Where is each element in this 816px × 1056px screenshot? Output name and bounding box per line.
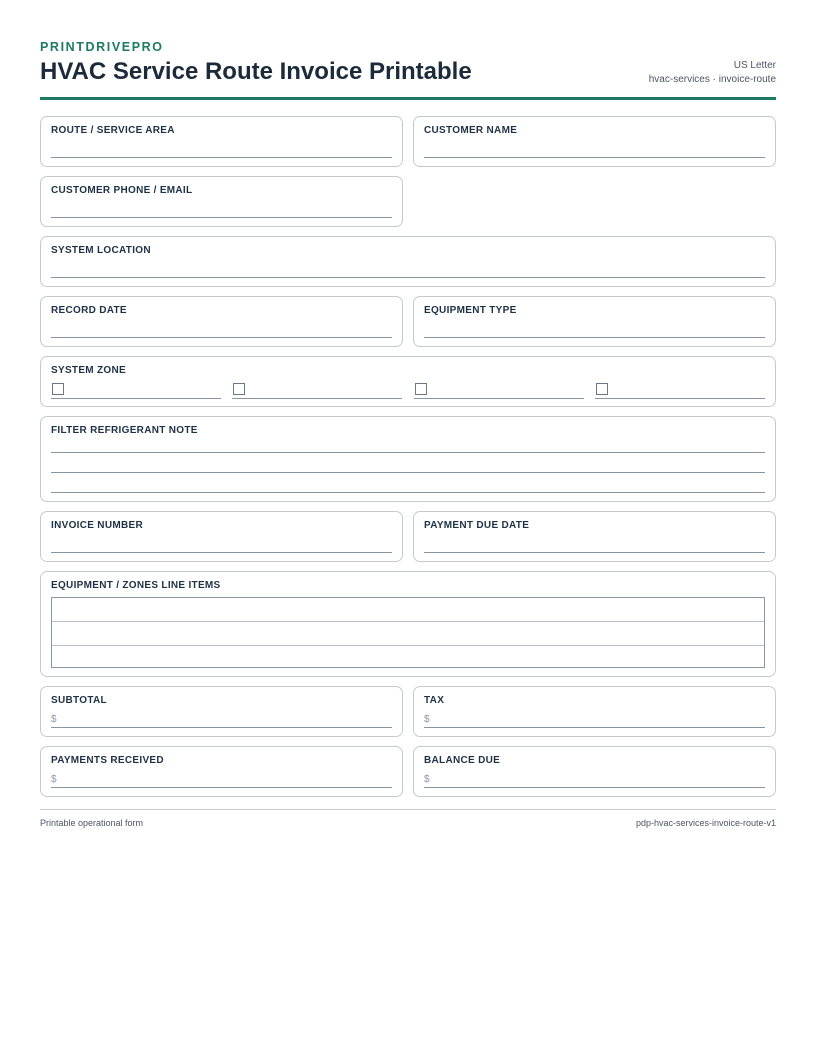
invoice-number-field [40, 511, 403, 562]
filter-refrigerant-note-label: FILTER REFRIGERANT NOTE [51, 425, 198, 436]
balance-due-label: BALANCE DUE [424, 755, 501, 766]
system-zone-label: SYSTEM ZONE [51, 365, 126, 376]
payment-due-date-input[interactable] [424, 552, 765, 553]
route-service-area-label: ROUTE / SERVICE AREA [51, 125, 175, 136]
currency-symbol: $ [424, 714, 430, 725]
balance-due-field [413, 746, 776, 797]
customer-name-field [413, 116, 776, 167]
line-items-label: EQUIPMENT / ZONES LINE ITEMS [51, 580, 221, 591]
system-zone-field [40, 356, 776, 407]
payment-due-date-label: PAYMENT DUE DATE [424, 520, 530, 531]
tax-label: TAX [424, 695, 445, 706]
currency-symbol: $ [424, 774, 430, 785]
system-location-label: SYSTEM LOCATION [51, 245, 151, 256]
payment-due-date-field [413, 511, 776, 562]
system-zone-option-1[interactable] [51, 383, 221, 399]
tax-input[interactable] [424, 727, 765, 728]
document-meta [649, 59, 776, 87]
line-items-field [40, 571, 776, 677]
record-date-input[interactable] [51, 337, 392, 338]
system-zone-option-2[interactable] [232, 383, 402, 399]
checkbox-icon[interactable] [233, 383, 245, 395]
footer-left-text: Printable operational form [40, 818, 144, 828]
subtotal-label: SUBTOTAL [51, 695, 107, 706]
equipment-type-field [413, 296, 776, 347]
payments-received-field [40, 746, 403, 797]
filter-refrigerant-note-field [40, 416, 776, 502]
equipment-type-label: EQUIPMENT TYPE [424, 305, 517, 316]
balance-due-input[interactable] [424, 787, 765, 788]
payments-received-input[interactable] [51, 787, 392, 788]
checkbox-icon[interactable] [52, 383, 64, 395]
customer-phone-email-field [40, 176, 403, 227]
footer-rule [40, 809, 776, 810]
payments-received-label: PAYMENTS RECEIVED [51, 755, 164, 766]
tax-field [413, 686, 776, 737]
customer-phone-email-label: CUSTOMER PHONE / EMAIL [51, 185, 193, 196]
subtotal-input[interactable] [51, 727, 392, 728]
equipment-type-input[interactable] [424, 337, 765, 338]
note-line-2[interactable] [51, 472, 765, 473]
table-row-divider [52, 621, 764, 622]
route-service-area-input[interactable] [51, 157, 392, 158]
system-zone-option-4[interactable] [595, 383, 765, 399]
record-date-field [40, 296, 403, 347]
note-line-3[interactable] [51, 492, 765, 493]
record-date-label: RECORD DATE [51, 305, 127, 316]
customer-name-label: CUSTOMER NAME [424, 125, 518, 136]
currency-symbol: $ [51, 714, 57, 725]
subtotal-field [40, 686, 403, 737]
system-location-input[interactable] [51, 277, 765, 278]
checkbox-icon[interactable] [596, 383, 608, 395]
checkbox-icon[interactable] [415, 383, 427, 395]
paper-size: US Letter [733, 60, 776, 71]
invoice-number-input[interactable] [51, 552, 392, 553]
footer-form-id: pdp-hvac-services-invoice-route-v1 [635, 818, 776, 828]
table-row-divider [52, 645, 764, 646]
note-line-1[interactable] [51, 452, 765, 453]
invoice-number-label: INVOICE NUMBER [51, 520, 143, 531]
header-rule [40, 97, 776, 100]
customer-phone-email-input[interactable] [51, 217, 392, 218]
currency-symbol: $ [51, 774, 57, 785]
page-title: HVAC Service Route Invoice Printable [40, 58, 472, 85]
brand-name: PRINTDRIVEPRO [40, 40, 164, 54]
system-zone-option-3[interactable] [414, 383, 584, 399]
customer-name-input[interactable] [424, 157, 765, 158]
route-service-area-field [40, 116, 403, 167]
line-items-table [51, 597, 765, 668]
system-location-field [40, 236, 776, 287]
form-category: hvac-services · invoice-route [648, 74, 776, 85]
